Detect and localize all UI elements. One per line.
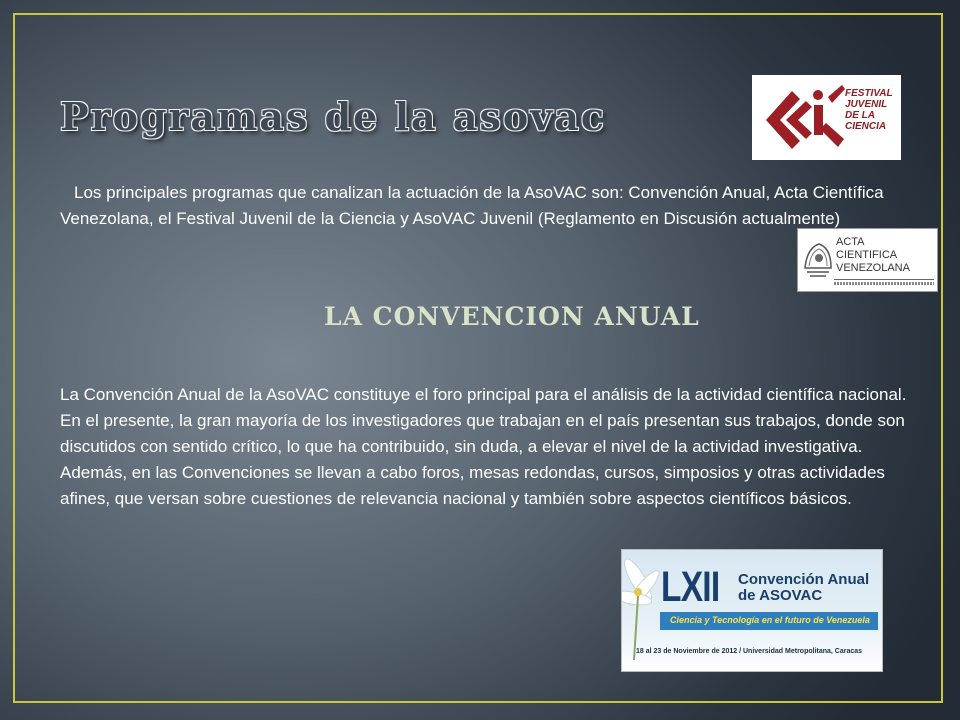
acta-cientifica-logo — [797, 228, 938, 292]
acta-logo-line: VENEZOLANA — [836, 262, 910, 274]
festival-logo-line: DE LA — [845, 110, 875, 121]
convention-tagline-band — [660, 612, 878, 630]
intro-text: Los principales programas que canalizan la actuación de la AsoVAC son: Convención Anual, Acta Científica Venezolana, el Festival Juvenil de la Ciencia y AsoVAC Juvenil (Reglamento en Discusión actualmente) — [60, 183, 884, 228]
convention-numeral: LXII — [661, 563, 720, 611]
slide-title: Programas de la asovac — [60, 94, 607, 139]
convention-title-line: de ASOVAC — [738, 587, 823, 604]
section-title: LA CONVENCION ANUAL — [324, 302, 700, 331]
festival-logo-line: CIENCIA — [845, 121, 887, 132]
convention-date: 18 al 23 de Noviembre de 2012 / Universidad Metropolitana, Caracas — [636, 648, 863, 655]
festival-logo-text — [845, 88, 899, 132]
festival-emblem-icon — [756, 75, 848, 160]
convencion-anual-banner — [621, 549, 883, 672]
acta-logo-text — [836, 236, 936, 275]
festival-logo-line: FESTIVAL — [845, 88, 893, 99]
convention-tagline: Ciencia y Tecnología en el futuro de Venezuela — [670, 615, 870, 625]
convention-title — [738, 572, 869, 604]
acta-logo-subtitle-rule — [834, 282, 934, 285]
acta-emblem-icon — [801, 238, 835, 282]
acta-logo-divider — [834, 279, 934, 280]
festival-logo-line: JUVENIL — [845, 99, 888, 110]
acta-logo-line: ACTA — [836, 236, 865, 248]
convention-title-line: Convención Anual — [738, 571, 870, 588]
body-paragraph: La Convención Anual de la AsoVAC constituye el foro principal para el análisis de la actividad científica nacional. En el presente, la gran mayoría de los investigadores que trabajan en el país presentan sus trabajos, donde son discutidos con sentido crítico, lo que ha contribuido, sin duda, a elevar el nivel de la actividad investigativa. Además, en las Convenciones se llevan a cabo foros, mesas redondas, cursos, simposios y otras actividades afines, que versan sobre cuestiones de relevancia nacional y también sobre aspectos científicos básicos. — [60, 385, 907, 508]
acta-logo-line: CIENTIFICA — [836, 249, 898, 261]
intro-paragraph — [60, 180, 900, 232]
festival-juvenil-logo — [752, 75, 901, 160]
